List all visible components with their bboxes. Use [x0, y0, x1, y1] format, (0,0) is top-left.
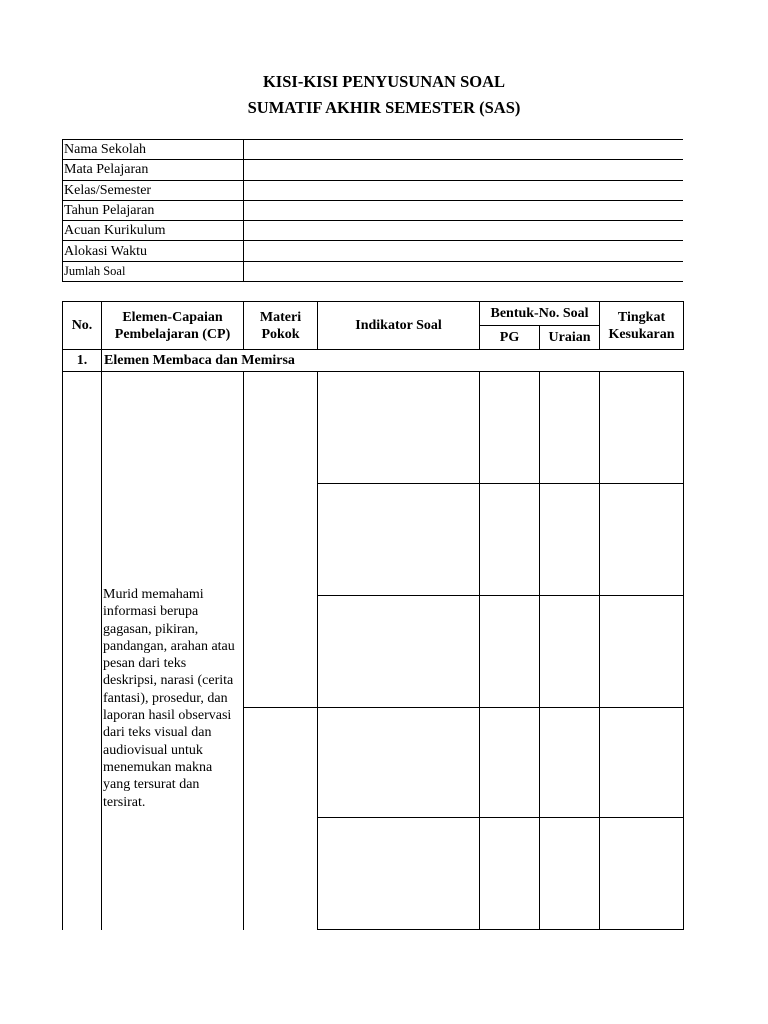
- info-label: Mata Pelajaran: [63, 160, 244, 180]
- grid-line: [243, 371, 244, 930]
- info-row: [63, 140, 684, 160]
- grid-line: [62, 301, 63, 930]
- grid-line: [62, 349, 684, 350]
- grid-line: [683, 301, 684, 349]
- cp-description: Murid memahami informasi berupa gagasan, pikiran, pandangan, arahan atau pesan dari teks deskripsi, narasi (cerita fantasi), prosedur, dan laporan hasil observasi dari teks visual dan audiovisual untuk menemukan makna yang tersurat dan tersirat.: [103, 587, 235, 810]
- grid-line: [317, 483, 684, 484]
- grid-line: [62, 371, 684, 372]
- info-value[interactable]: [244, 140, 684, 160]
- header-tingkat-kesukaran: [600, 302, 683, 349]
- info-value[interactable]: [244, 221, 684, 241]
- info-row: [63, 221, 684, 241]
- grid-line: [243, 707, 684, 708]
- info-label: Kelas/Semester: [63, 180, 244, 200]
- grid-line: [317, 929, 684, 930]
- info-value[interactable]: [244, 261, 684, 281]
- info-row: [63, 261, 684, 281]
- info-row: [63, 241, 684, 261]
- header-materi-line1: Materi: [259, 309, 302, 325]
- header-materi-line2: Pokok: [261, 326, 300, 342]
- info-label: Acuan Kurikulum: [63, 221, 244, 241]
- info-row: [63, 160, 684, 180]
- grid-line: [101, 349, 102, 371]
- document-title-line1: KISI-KISI PENYUSUNAN SOAL: [262, 72, 506, 91]
- info-value[interactable]: [244, 180, 684, 200]
- header-pg: PG: [499, 330, 520, 345]
- grid-line: [317, 817, 684, 818]
- grid-line: [539, 371, 540, 930]
- info-label: Alokasi Waktu: [63, 241, 244, 261]
- header-tingkat-line1: Tingkat: [617, 309, 666, 325]
- grid-line: [683, 371, 684, 930]
- info-label: Nama Sekolah: [63, 140, 244, 160]
- grid-line: [599, 371, 600, 930]
- info-value[interactable]: [244, 200, 684, 220]
- info-value[interactable]: [244, 241, 684, 261]
- info-row: [63, 200, 684, 220]
- school-info-table: [62, 139, 683, 282]
- info-label: Tahun Pelajaran: [63, 200, 244, 220]
- grid-line: [101, 371, 102, 930]
- document-title-line2: SUMATIF AKHIR SEMESTER (SAS): [247, 98, 521, 117]
- header-elemen-line1: Elemen-Capaian: [122, 309, 223, 325]
- header-elemen-line2: Pembelajaran (CP): [114, 326, 231, 342]
- header-indikator-soal: Indikator Soal: [355, 318, 442, 333]
- section-number: 1.: [76, 353, 88, 368]
- info-label: Jumlah Soal: [63, 261, 244, 281]
- grid-line: [479, 371, 480, 930]
- grid-line: [317, 371, 318, 930]
- info-row: [63, 180, 684, 200]
- header-bentuk-no-soal: Bentuk-No. Soal: [490, 306, 589, 321]
- header-uraian: Uraian: [548, 330, 591, 345]
- section-title: Elemen Membaca dan Memirsa: [104, 353, 295, 368]
- header-tingkat-line2: Kesukaran: [608, 326, 675, 342]
- header-no: No.: [71, 318, 93, 333]
- grid-line: [317, 595, 684, 596]
- info-value[interactable]: [244, 160, 684, 180]
- header-elemen-cp: [102, 302, 243, 349]
- header-materi-pokok: [244, 302, 317, 349]
